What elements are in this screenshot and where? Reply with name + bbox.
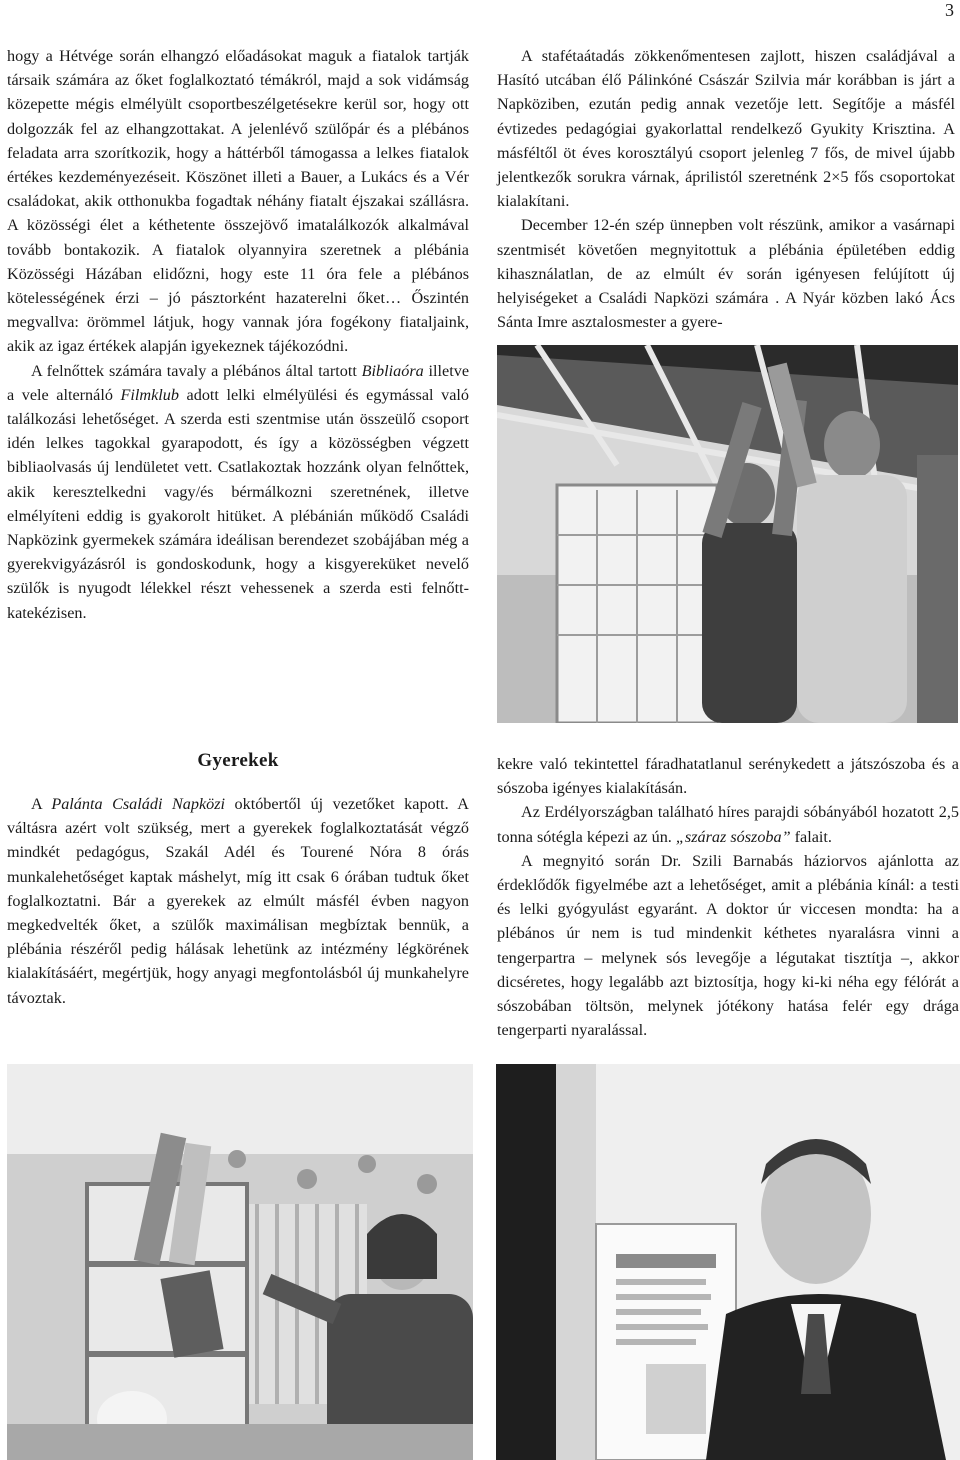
text-run: falait. xyxy=(790,827,832,846)
photo-man-speaking xyxy=(496,1064,960,1460)
playroom-paragraph: kekre való tekintettel fáradhatatlanul serénykedett a játszószoba és a sószoba igényes kialakításán. xyxy=(497,755,959,798)
bibliaora-emphasis: Bibliaóra xyxy=(361,361,424,380)
gyerekek-paragraph xyxy=(7,792,469,1010)
text-run: Az Erdélyországban található híres parajdi sóbányából hozatott 2,5 tonna sótégla képezi az ún. xyxy=(497,803,959,846)
handover-paragraph: A stafétaátadás zökkenőmentesen zajlott, hiszen családjával a Hasító utcában élő Pálinkóné Császár Szilvia már korábban is járt a Napköziben, ezután pedig annak vezetője lett. Segítője a másfél évtizedes pedagógiai gyakorlattal rendelkező Gyukity Krisztina. A másféltől öt éves korosztályú csoport jelenleg 7 fős, de mivel újabb jelentkezők sorukra várnak, áprilistól szeretnénk 2×5 fős csoportokat kialakítani. xyxy=(497,47,955,211)
page-number: 3 xyxy=(945,0,954,20)
text-run: októbertől új vezetőket kapott. A váltásra azért volt szükség, mert a gyerekek foglalkoztatását végző mindkét pedagógus, Szakál Adél és Tourené Nóra 8 órás munkalehetőséget kaptak máshelyt, míg itt csak 6 órában tudtuk őket foglalkoztatni. Bár a gyerekek az elmúlt másfél évben nagyon megkedvelték őket, a szülők maximálisan megbíztak bennük, a plébánia részéről pedig hálásak lehetünk az intézmény légkörének kialakításáért, megértjük, hogy anyagi megfontolásból új munkahelyre távoztak. xyxy=(7,795,469,1007)
adult-paragraph xyxy=(7,359,469,625)
palanta-emphasis: Palánta Családi Napközi xyxy=(51,795,226,813)
opening-paragraph: A megnyitó során Dr. Szili Barnabás háziorvos ajánlotta az érdeklődők figyelmébe azt a lehetőséget, amit a plébánia kínál: a testi és lelki gyógyulást egyaránt. A doktor úr viccesen mondta: ha a plébános úr nem is tud mindenkit kéthetes nyaralásra vinni a tengerpartra – melynek sós levegője a légutakat tisztítja –, akkor dicséretes, hogy legalább azt biztosítja, hogy ki-ki néha egy félórát a sószobában töltsön, melynek jótékony hatása felér egy drága tengerparti nyaralással. xyxy=(497,851,959,1040)
photo-woman-shelf xyxy=(7,1064,473,1460)
dry-salt-room-emphasis: „száraz sószoba” xyxy=(675,827,791,846)
photo-carpenters-ceiling xyxy=(497,345,958,723)
filmklub-emphasis: Filmklub xyxy=(120,385,179,404)
salt-room-paragraph xyxy=(497,800,959,848)
december-paragraph: December 12-én szép ünnepben volt részünk, amikor a vasárnapi szentmisét követően megnyitottuk a plébánia épületében eddig kihasználatlan, de az elmúlt év során igényesen felújított új helyiségeket a Családi Napközi számára . A Nyár közben lakó Ács Sánta Imre asztalosmester a gyere- xyxy=(497,216,955,332)
youth-paragraph: hogy a Hétvége során elhangzó előadásokat maguk a fiatalok tartják társaik számára az őket foglalkoztató témákról, majd a sok vidámság közepette mégis elmélyült csoportbeszélgetésekre kerül sor, hogy ott dolgozzák fel az elhangzottakat. A jelenlévő szülőpár és a plébános feladata arra szorítkozik, hogy a háttérből támogassa a lelkes fiatalok értékes kezdeményezéseit. Köszönet illeti a Bauer, a Lukács és a Vér családokat, akik otthonukba fogadtak néhány fiatalt éjszakai szállásra. A közösségi élet a kéthetente összejövő imatalálkozók alkalmával tovább bontakozik. A fiatalok olyannyira szeretnek a plébánia Közösségi Házában elidőzni, hogy este 11 óra fele a plébános kötelességének érzi – jó pásztorként hazaterelni őket… Őszintén megvallva: örömmel látjuk, hogy vannak jóra fogékony fiataljaink, akik az igaz értékek alapján igyekeznek tájékozódni. xyxy=(7,47,469,356)
text-run: illetve a vele alternáló xyxy=(7,361,470,404)
photo-carpenters-graphic xyxy=(497,345,958,723)
text-run: A xyxy=(31,795,52,813)
gyerekek-heading: Gyerekek xyxy=(197,750,279,771)
top-left-column xyxy=(7,44,469,625)
text-run: A felnőttek számára tavaly a plébános által tartott xyxy=(31,361,362,380)
photo-woman-graphic xyxy=(7,1064,473,1460)
bottom-right-column xyxy=(497,752,959,1042)
text-run: adott lelki elmélyülési és egymással való találkozási lehetőséget. A szerda esti szentmise után összeülő csoport idén lelkes tagokkal gyarapodott, és így a közösségben végzett bibliaolvasás új lendületet vett. Csatlakoztak hozzánk olyan felnőttek, akik keresztelkedni vagy/és bérmálkozni szeretnének, illetve elmélyíteni eddig is gyakorolt hitüket. A plébánián működő Családi Napközink gyermekek számára ideálisan berendezet szobájában még a gyerekvigyázásról is gondoskodunk, hogy a kisgyereküket nevelő szülők is nyugodt lélekkel részt vehessenek a szerda esti felnőtt-katekézisen. xyxy=(7,385,469,622)
gyerekek-column xyxy=(7,748,469,1010)
photo-man-graphic xyxy=(496,1064,960,1460)
top-right-column xyxy=(497,44,955,334)
